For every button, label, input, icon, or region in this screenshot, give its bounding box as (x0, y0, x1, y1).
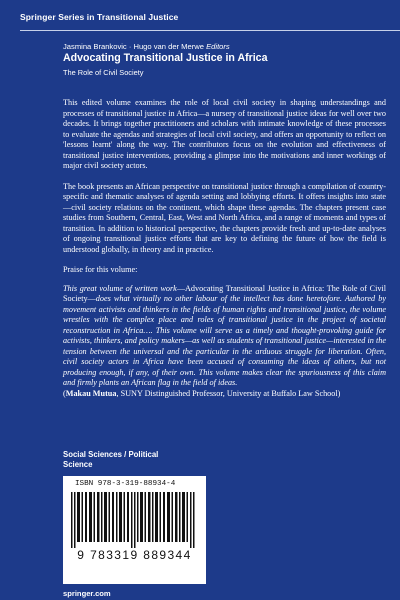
publisher-url[interactable]: springer.com (63, 589, 111, 598)
review-book-title: —Advocating Transitional Justice in Africa: The Role of Civil Society— (63, 283, 386, 303)
book-title: Advocating Transitional Justice in Africa (63, 52, 268, 64)
praise-heading: Praise for this volume: (63, 265, 138, 274)
review-intro: This great volume of written work (63, 283, 177, 293)
subject-line-2: Science (63, 460, 93, 469)
book-subtitle: The Role of Civil Society (63, 68, 144, 77)
description-paragraph-2: The book presents an African perspective on transitional justice through a compilation of country-specific and thematic analyses of agenda setting and lobbying efforts. It offers insights into state—civil society relations on the continent, which shape these agendas. The chapters present case studies from Southern, Central, East, West and North Africa, and a range of moments and types of transition. In addition to historical perspective, the chapters provide fresh and up-to-date analyses of ongoing transitional justice efforts that are key to defining the future of how the field is understood globally, in theory and in practice. (63, 181, 386, 254)
header-band (0, 0, 400, 86)
subject-line-1: Social Sciences / Political (63, 450, 159, 459)
description-paragraph-1: This edited volume examines the role of local civil society in shaping understandings and processes of transitional justice in Africa—a nursery of transitional justice ideas for well over two decades. It brings together practitioners and scholars with intimate knowledge of these processes to evaluate the agendas and strategies of local civil society, and offers an opportunity to reflect on 'lessons learnt' along the way. The contributors focus on the evolution and effectiveness of transitional justice interventions, providing a glimpse into the motivations and inner workings of major civil society actors. (63, 98, 386, 170)
series-title: Springer Series in Transitional Justice (20, 12, 179, 22)
review-attribution: (Makau Mutua, SUNY Distinguished Professor, University at Buffalo Law School) (63, 388, 341, 398)
editors-line (63, 42, 383, 51)
review-quote (63, 284, 386, 389)
header-divider (20, 30, 400, 31)
back-cover-text (63, 98, 386, 399)
review-body: does what virtually no other labour of the intellect has done heretofore. Authored by movement activists and thinkers in the fields of human rights and transitional justice, the volume wrestles with the complex place and roles of transitional justice in the project of societal reconstruction in Africa…. This volume will serve as a timely and thought-provoking guide for activists, thinkers, and policy makers—as well as students of transitional justice—interested in the tension between the universal and the particular in the arduous struggle for liberation. Often, civil society actors in Africa have been accused of consuming the ideas of others, but not producing enough, if any, of their own. This volume makes clear the spuriousness of this claim and firmly plants an African flag in the field of ideas. (63, 294, 386, 387)
subject-category (63, 450, 263, 470)
reviewer-name: Makau Mutua (65, 388, 117, 398)
barcode-box (63, 476, 206, 584)
reviewer-affiliation: , SUNY Distinguished Professor, University at Buffalo Law School) (116, 388, 341, 398)
barcode-icon (71, 492, 198, 548)
editor-names: Jasmina Brankovic · Hugo van der Merwe (63, 42, 204, 51)
editors-label: Editors (206, 42, 230, 51)
barcode-digits: 9 783319 889344 (77, 548, 192, 562)
isbn-number: ISBN 978-3-319-88934-4 (75, 480, 176, 488)
